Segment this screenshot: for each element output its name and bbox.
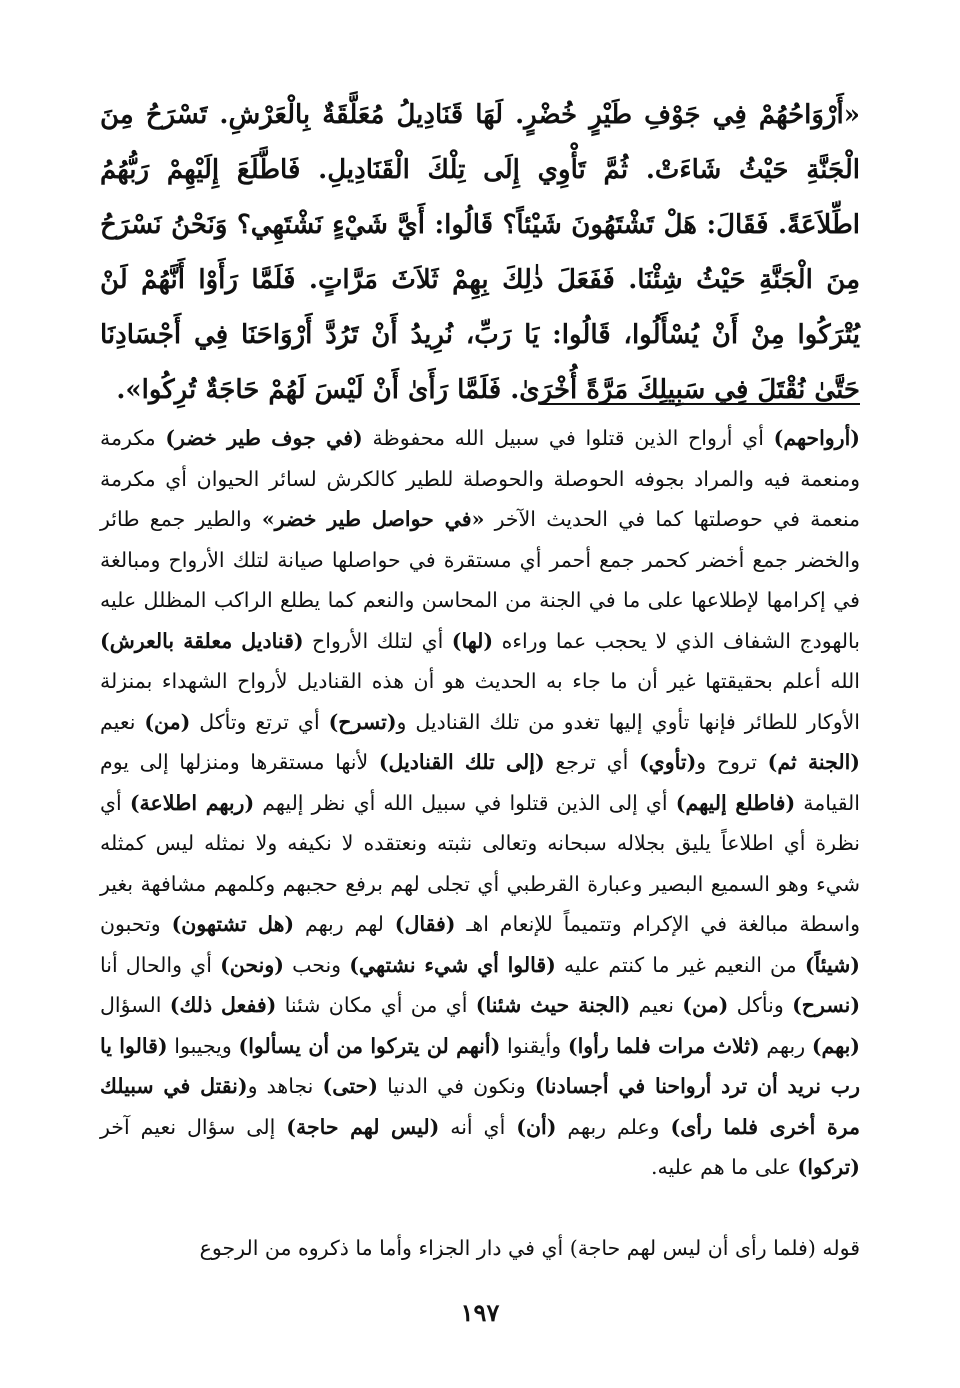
commentary-segment: تروح و [696,750,768,774]
page-number: ١٩٧ [460,1298,500,1327]
commentary-segment: ويجيبوا [167,1033,239,1058]
commentary-segment: ونكون في الدنيا [377,1074,535,1098]
commentary-segment: أي أرواح الذين قتلوا في سبيل الله محفوظة [362,426,774,450]
commentary-quoted-phrase: (فاطلع إليهم) [675,790,796,815]
commentary-quoted-phrase: (أنهم لن يتركوا من أن يسألوا) [238,1033,501,1058]
commentary-segment: نعيم [100,709,145,734]
commentary-quoted-phrase: (أن) [516,1114,557,1139]
commentary-segment: نعيم [630,993,683,1017]
commentary-quoted-phrase: (نسرح) [792,993,861,1017]
commentary-segment: من النعيم غير ما كنتم عليه [555,952,805,977]
commentary-quoted-phrase: (قناديل معلقة بالعرش) [100,628,304,653]
commentary-quoted-phrase: (ربهم اطلاعة) [129,790,255,815]
commentary-quoted-phrase: (تأوي) [638,750,697,774]
commentary-quoted-phrase: (تركوا) [797,1155,860,1179]
commentary-segment: السؤال [100,993,170,1017]
commentary-quoted-phrase: (شيئاً) [804,952,861,977]
footnote-separator [540,403,860,405]
commentary-segment: أي ترتع وتأكل [190,709,329,734]
commentary-quoted-phrase: (لها) [451,628,494,653]
commentary-segment: نجاهد و [247,1074,323,1098]
commentary-segment: أي والحال أنا [100,952,221,977]
commentary-segment: أي من أي مكان شئنا [276,993,476,1017]
commentary-segment: وتحبون [100,912,172,936]
commentary-quoted-phrase: (قالوا يا رب نريد أن ترد أرواحنا في أجسادنا) [100,1033,860,1098]
commentary-quoted-phrase: (هل تشتهون) [171,912,295,936]
commentary-quoted-phrase: «في حواصل طير خضر» [261,507,485,531]
commentary-segment: على ما هم عليه. [650,1155,798,1179]
commentary-quoted-phrase: (حتى) [322,1074,378,1098]
commentary-quoted-phrase: (فقال) [394,912,456,936]
commentary-quoted-phrase: (قالوا أي شيء نشتهي) [349,952,556,977]
commentary-quoted-phrase: (أرواحهم) [773,426,860,450]
commentary-segment: أي ترجع [544,750,639,774]
commentary-quoted-phrase: (ففعل ذلك) [169,993,277,1017]
commentary-segment: الله أعلم بحقيقتها غير أن ما جاء به الحديث هو أن هذه القناديل لأرواح الشهداء بمنزلة الأوكار للطائر فإنها تأوي إليها تغدو من تلك القناديل و [100,669,860,734]
commentary-quoted-phrase: (من) [682,993,729,1017]
commentary-quoted-phrase: (نقتل في سبيلك مرة أخرى فلما رأى) [100,1074,860,1139]
commentary-quoted-phrase: (الجنة حيث شئنا) [475,993,631,1017]
commentary-quoted-phrase: (إلى تلك القناديل) [378,750,545,774]
commentary-segment: أي نظرة أي اطلاعاً يليق بجلاله سبحانه وتعالى نثبته ونعتقده لا نكيفه ولا نمثله ليس كمثله شيء وهو السميع البصير وعبارة القرطبي أي تجلى لهم برفع حجبهم وكلمهم مشافهة بغير واسطة مبالغة في الإكرام وتتميماً للإنعام اهـ [100,790,860,936]
continuation-note: قوله (فلما رأى أن ليس لهم حاجة) أي في دار الجزاء وأما ما ذكروه من الرجوع [199,1236,860,1260]
commentary-segment: وعلم ربهم [556,1114,671,1139]
commentary-quoted-phrase: (في جوف طير خضر) [165,426,363,450]
hadith-text: «أَرْوَاحُهُمْ فِي جَوْفِ طَيْرٍ خُضْرٍ. لَهَا قَنَادِيلُ مُعَلَّقَةٌ بِالْعَرْشِ. تَسْرَحُ مِنَ الْجَنَّةِ حَيْثُ شَاءَتْ. ثُمَّ تَأْوِي إِلَى تِلْكَ الْقَنَادِيلِ. فَاطَّلَعَ إِلَيْهِمْ رَبُّهُمُ اطِّلاَعَةً. فَقَالَ: هَلْ تَشْتَهُونَ شَيْئاً؟ قَالُوا: أَيَّ شَيْءٍ نَشْتَهِي؟ وَنَحْنُ نَسْرَحُ مِنَ الْجَنَّةِ حَيْثُ شِئْنَا. فَفَعَلَ ذٰلِكَ بِهِمْ ثَلاَثَ مَرَّاتٍ. فَلَمَّا رَأَوْا أَنَّهُمْ لَنْ يُتْرَكُوا مِنْ أَنْ يُسْأَلُوا، قَالُوا: يَا رَبِّ، نُرِيدُ أَنْ تَرُدَّ أَرْوَاحَنَا فِي أَجْسَادِنَا حَتَّىٰ نُقْتَلَ فِي سَبِيلِكَ مَرَّةً أُخْرَىٰ. فَلَمَّا رَأَىٰ أَنْ لَيْسَ لَهُمْ حَاجَةٌ تُرِكُوا». [100,100,860,405]
commentary-segment: أي أنه [439,1114,517,1139]
commentary-quoted-phrase: (ليس لهم حاجة) [286,1114,440,1139]
commentary-segment: لهم ربهم [294,912,395,936]
commentary-segment: لأنها مستقرها ومنزلها إلى يوم القيامة [100,750,861,815]
commentary-quoted-phrase: (الجنة ثم) [767,750,860,774]
commentary-quoted-phrase: (ثلاث مرات فلما رأوا) [567,1033,760,1058]
commentary-segment: ربهم [759,1033,812,1058]
commentary-text [100,418,860,1188]
commentary-quoted-phrase: (من) [144,709,191,734]
commentary-segment: ونحب [283,952,350,977]
commentary-quoted-phrase: (تسرح) [328,709,397,734]
commentary-quoted-phrase: (ونحن) [220,952,284,977]
commentary-segment: مكرمة ومنعمة فيه والمراد بجوفه الحوصلة والحوصلة للطير كالكرش لسائر الحيوان أي مكرمة منعمة في حوصلتها كما في الحديث الآخر [100,426,861,531]
commentary-segment: أي لتلك الأرواح [303,628,452,653]
commentary-segment: أي إلى الذين قتلوا في سبيل الله أي نظر إليهم [254,790,676,815]
commentary-segment: إلى سؤال نعيم آخر [100,1114,287,1139]
commentary-quoted-phrase: (بهم) [811,1033,861,1058]
commentary-segment: والطير جمع طائر والخضر جمع أخضر كحمر جمع أحمر أي مستقرة في حواصلها صيانة لتلك الأرواح ومبالغة في إكرامها لإطلاعها على ما في الجنة من المحاسن والنعم كما يطلع الراكب المظلل عليه بالهودج الشفاف الذي لا يحجب عما وراءه [100,507,860,653]
commentary-segment: ونأكل [728,993,793,1017]
commentary-segment: وأيقنوا [500,1033,568,1058]
